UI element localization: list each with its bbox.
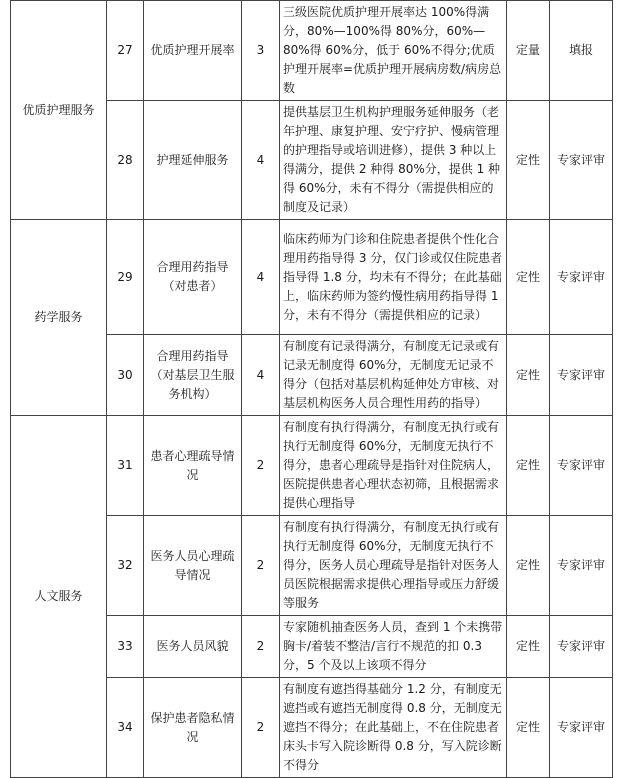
item-name: 优质护理开展率 <box>144 1 242 101</box>
score-cell: 4 <box>242 220 280 335</box>
score-cell: 2 <box>242 678 280 778</box>
type-cell: 定性 <box>507 101 550 220</box>
category-cell: 人文服务 <box>11 416 107 778</box>
type-cell: 定性 <box>507 335 550 416</box>
table-row <box>11 1 613 101</box>
item-name: 患者心理疏导情况 <box>144 416 242 516</box>
row-number: 29 <box>107 220 144 335</box>
row-number: 32 <box>107 516 144 616</box>
score-cell: 4 <box>242 335 280 416</box>
table-row <box>11 416 613 516</box>
row-number: 33 <box>107 616 144 678</box>
category-cell: 药学服务 <box>11 220 107 416</box>
row-number: 28 <box>107 101 144 220</box>
method-cell: 专家评审 <box>550 616 613 678</box>
evaluation-table <box>10 0 613 778</box>
standard-text: 有制度有遮挡得基础分 1.2 分，有制度无遮挡或有遮挡无制度得 0.8 分，无制度无遮挡不得分；在此基础上，不在住院患者床头卡写入院诊断得 0.8 分，写入院诊断不得分 <box>280 678 507 778</box>
row-number: 30 <box>107 335 144 416</box>
item-name: 合理用药指导（对患者） <box>144 220 242 335</box>
method-cell: 填报 <box>550 1 613 101</box>
item-name: 合理用药指导（对基层卫生服务机构） <box>144 335 242 416</box>
type-cell: 定量 <box>507 1 550 101</box>
method-cell: 专家评审 <box>550 516 613 616</box>
score-cell: 4 <box>242 101 280 220</box>
method-cell: 专家评审 <box>550 678 613 778</box>
item-name: 医务人员心理疏导情况 <box>144 516 242 616</box>
item-name: 保护患者隐私情况 <box>144 678 242 778</box>
type-cell: 定性 <box>507 616 550 678</box>
method-cell: 专家评审 <box>550 335 613 416</box>
type-cell: 定性 <box>507 416 550 516</box>
standard-text: 有制度有执行得满分，有制度无执行或有执行无制度得 60%分，无制度无执行不得分，医务人员心理疏导是指针对医务人员医院根据需求提供心理指导或压力舒缓等服务 <box>280 516 507 616</box>
standard-text: 提供基层卫生机构护理服务延伸服务（老年护理、康复护理、安宁疗护、慢病管理的护理指导或培训进修），提供 3 种以上得满分，提供 2 种得 80%分，提供 1 种得 60%分，未有不得分（需提供相应的制度及记录） <box>280 101 507 220</box>
method-cell: 专家评审 <box>550 101 613 220</box>
row-number: 34 <box>107 678 144 778</box>
method-cell: 专家评审 <box>550 220 613 335</box>
standard-text: 专家随机抽查医务人员，查到 1 个未携带胸卡/着装不整洁/言行不规范的扣 0.3 分，5 个及以上该项不得分 <box>280 616 507 678</box>
score-cell: 3 <box>242 1 280 101</box>
item-name: 护理延伸服务 <box>144 101 242 220</box>
standard-text: 有制度有记录得满分，有制度无记录或有记录无制度得 60%分，无制度无记录不得分（包括对基层机构延伸处方审核、对基层机构医务人员合理性用药的指导） <box>280 335 507 416</box>
method-cell: 专家评审 <box>550 416 613 516</box>
table-row <box>11 220 613 335</box>
standard-text: 三级医院优质护理开展率达 100%得满分，80%—100%得 80%分，60%—80%得 60%分，低于 60%不得分;优质护理开展率=优质护理开展病房数/病房总数 <box>280 1 507 101</box>
type-cell: 定性 <box>507 678 550 778</box>
type-cell: 定性 <box>507 220 550 335</box>
score-cell: 2 <box>242 616 280 678</box>
category-cell: 优质护理服务 <box>11 1 107 220</box>
score-cell: 2 <box>242 516 280 616</box>
standard-text: 临床药师为门诊和住院患者提供个性化合理用药指导得 3 分，仅门诊或仅住院患者指导得 1.8 分，均未有不得分；在此基础上，临床药师为签约慢性病用药指导得 1 分，未有不得分（需提供相应的记录） <box>280 220 507 335</box>
row-number: 31 <box>107 416 144 516</box>
type-cell: 定性 <box>507 516 550 616</box>
item-name: 医务人员风貌 <box>144 616 242 678</box>
standard-text: 有制度有执行得满分，有制度无执行或有执行无制度得 60%分，无制度无执行不得分，患者心理疏导是指针对住院病人，医院提供患者心理状态初筛，且根据需求提供心理指导 <box>280 416 507 516</box>
row-number: 27 <box>107 1 144 101</box>
score-cell: 2 <box>242 416 280 516</box>
